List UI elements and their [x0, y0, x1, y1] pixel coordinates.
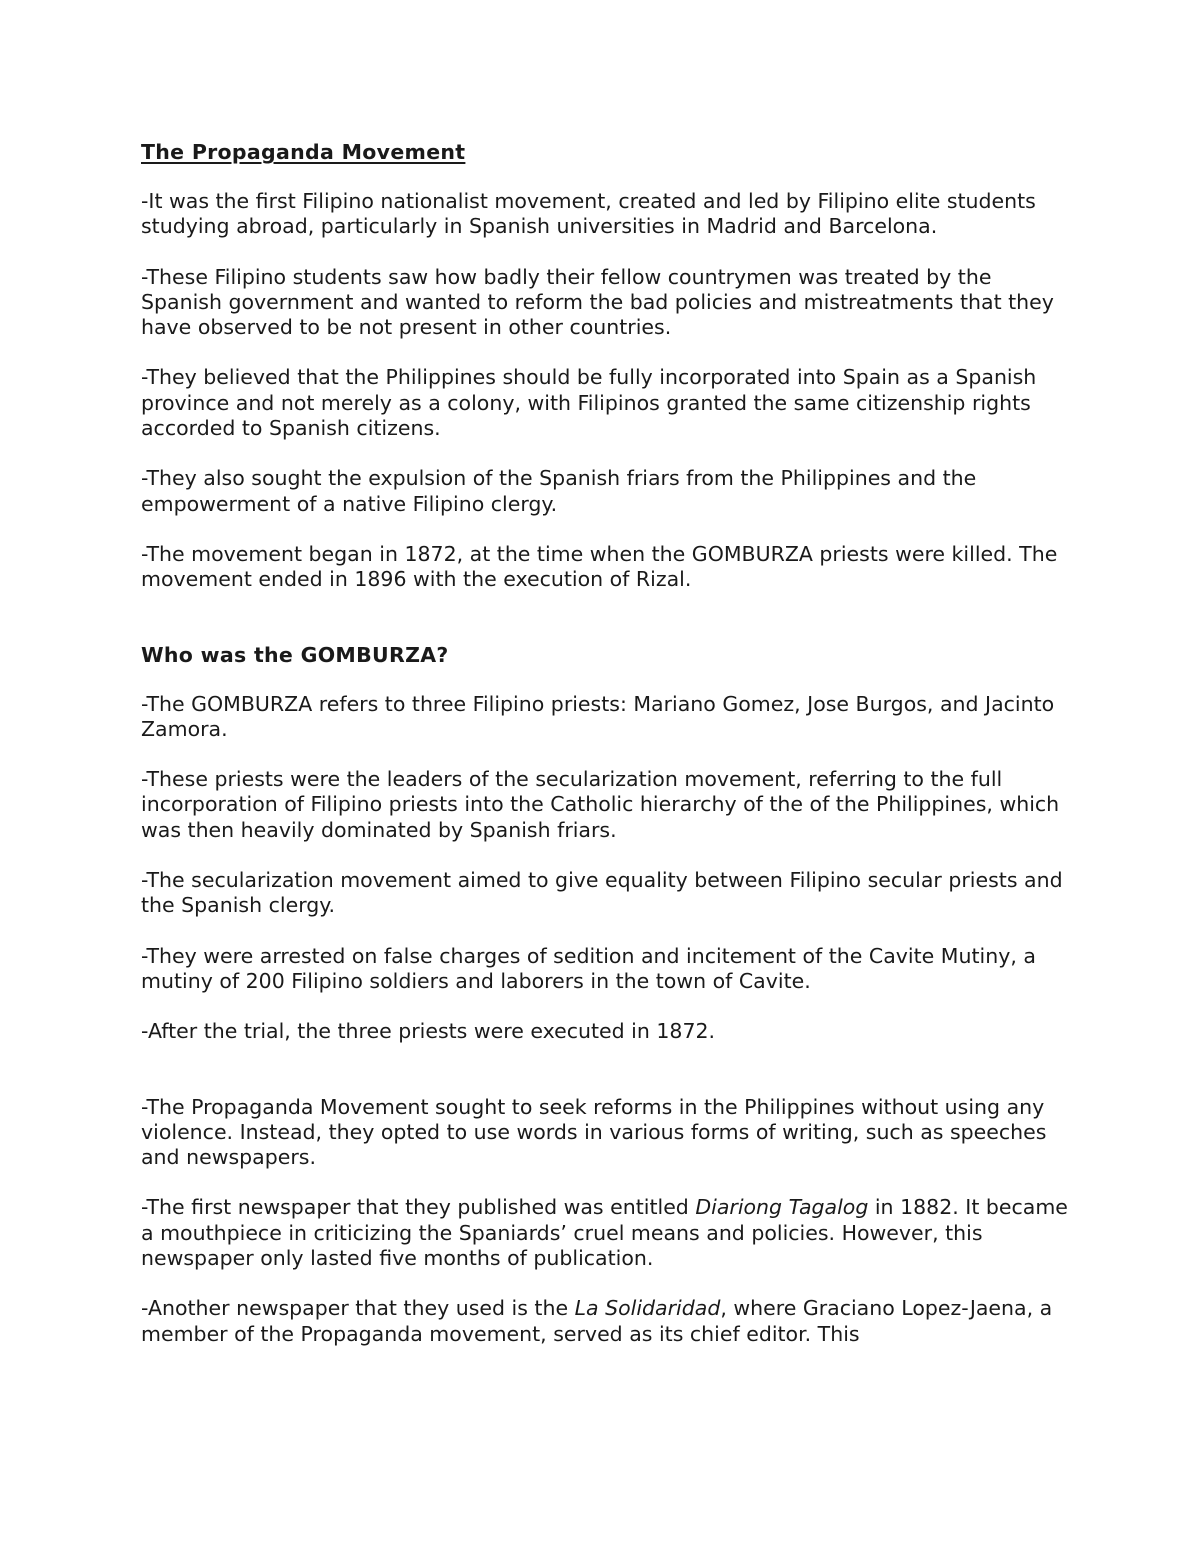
paragraph-execution: -After the trial, the three priests were executed in 1872.: [141, 1019, 716, 1044]
paragraph-students-reform: -These Filipino students saw how badly their fellow countrymen was treated by the Spanish government and wanted to reform the bad policies and mistreatments that they have observed to be not present in other countries.: [141, 264, 1054, 340]
paragraph-secularization-leaders: -These priests were the leaders of the secularization movement, referring to the full incorporation of Filipino priests into the Catholic hierarchy of the of the Philippines, which was then heavily dominated by Spanish friars.: [141, 767, 1060, 842]
paragraph-la-solidaridad: [141, 1296, 1071, 1347]
text-segment: -The first newspaper that they published was entitled: [141, 1195, 696, 1220]
paragraph-first-nationalist-movement: -It was the first Filipino nationalist movement, created and led by Filipino elite students studying abroad, particularly in Spanish universities in Madrid and Barcelona.: [141, 189, 1036, 239]
section-title-propaganda-movement: The Propaganda Movement: [141, 140, 466, 164]
document-page: [141, 140, 1071, 1347]
paragraph-secularization-aim: -The secularization movement aimed to give equality between Filipino secular priests and the Spanish clergy.: [141, 868, 1063, 918]
paragraph-cavite-mutiny: -They were arrested on false charges of sedition and incitement of the Cavite Mutiny, a mutiny of 200 Filipino soldiers and laborers in the town of Cavite.: [141, 943, 1036, 993]
newspaper-title-diariong-tagalog: Diariong Tagalog: [695, 1195, 869, 1220]
section-title-gomburza: Who was the GOMBURZA?: [141, 642, 449, 667]
paragraph-reforms-without-violence: -The Propaganda Movement sought to seek reforms in the Philippines without using any violence. Instead, they opted to use words in various forms of writing, such as speeches and newspapers.: [141, 1094, 1047, 1170]
paragraph-movement-timeline: -The movement began in 1872, at the time when the GOMBURZA priests were killed. The movement ended in 1896 with the execution of Rizal.: [141, 541, 1058, 592]
paragraph-spanish-province: -They believed that the Philippines should be fully incorporated into Spain as a Spanish province and not merely as a colony, with Filipinos granted the same citizenship rights accorded to Spanish citizens.: [141, 365, 1037, 441]
text-segment: -Another newspaper that they used is the: [141, 1296, 575, 1321]
text-segment: in 1882. It became a mouthpiece in criticizing the Spaniards’ cruel means and policies. However, this newspaper only lasted five months of publication.: [141, 1195, 1068, 1271]
paragraph-gomburza-priests: -The GOMBURZA refers to three Filipino priests: Mariano Gomez, Jose Burgos, and Jacinto Zamora.: [141, 691, 1055, 741]
paragraph-diariong-tagalog: [141, 1195, 1071, 1271]
newspaper-title-la-solidaridad: La Solidaridad: [574, 1296, 721, 1321]
text-segment: , where Graciano Lopez-Jaena, a member of the Propaganda movement, served as its chief editor. This: [141, 1296, 1053, 1346]
paragraph-expulsion-friars: -They also sought the expulsion of the Spanish friars from the Philippines and the empowerment of a native Filipino clergy.: [141, 466, 977, 516]
